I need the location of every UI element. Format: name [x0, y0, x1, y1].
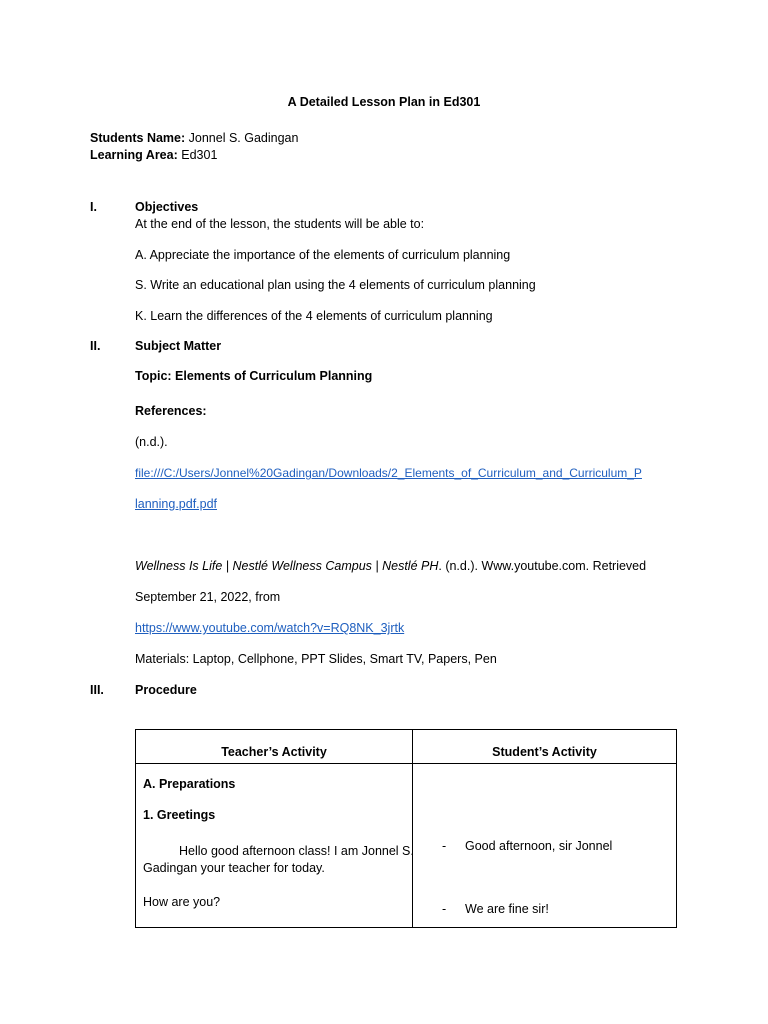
reference-video-link[interactable]: https://www.youtube.com/watch?v=RQ8NK_3jrtk: [135, 621, 405, 635]
teacher-greeting-line: Hello good afternoon class! I am Jonnel S.: [179, 844, 414, 858]
table-header-teacher: Teacher’s Activity: [221, 745, 327, 759]
activity-table: [135, 729, 677, 928]
student-reply: Good afternoon, sir Jonnel: [465, 839, 613, 853]
references-label: References:: [135, 404, 207, 418]
topic-line: Topic: Elements of Curriculum Planning: [135, 369, 373, 383]
learning-area-value: Ed301: [181, 148, 218, 162]
section-number-objectives: I.: [90, 200, 97, 214]
reference-video-title: Wellness Is Life | Nestlé Wellness Campus | Nestlé PH: [135, 559, 439, 573]
student-name-value: Jonnel S. Gadingan: [188, 131, 299, 145]
teacher-preparations: A. Preparations: [143, 777, 236, 791]
section-number-subject: II.: [90, 339, 101, 353]
table-header-divider: [136, 763, 676, 764]
student-reply-dash: -: [442, 839, 447, 853]
reference-video-date: September 21, 2022, from: [135, 590, 281, 604]
student-reply: We are fine sir!: [465, 902, 549, 916]
objectives-heading: Objectives: [135, 200, 199, 214]
objective-item: K. Learn the differences of the 4 elements of curriculum planning: [135, 309, 493, 323]
materials-line: Materials: Laptop, Cellphone, PPT Slides, Smart TV, Papers, Pen: [135, 652, 497, 666]
objective-item: S. Write an educational plan using the 4 elements of curriculum planning: [135, 278, 536, 292]
teacher-question: How are you?: [143, 895, 221, 909]
procedure-heading: Procedure: [135, 683, 197, 697]
reference-nd: (n.d.).: [135, 435, 168, 449]
table-header-student: Student’s Activity: [492, 745, 597, 759]
reference-video-line: [135, 558, 646, 574]
teacher-greeting-line: Gadingan your teacher for today.: [143, 861, 325, 875]
reference-file-link[interactable]: file:///C:/Users/Jonnel%20Gadingan/Downloads/2_Elements_of_Curriculum_and_Curriculum_P: [135, 466, 642, 480]
objectives-intro: At the end of the lesson, the students will be able to:: [135, 217, 425, 231]
objective-item: A. Appreciate the importance of the elements of curriculum planning: [135, 248, 511, 262]
section-number-procedure: III.: [90, 683, 104, 697]
teacher-greetings: 1. Greetings: [143, 808, 216, 822]
learning-area-line: [90, 147, 217, 163]
reference-video-source: . (n.d.). Www.youtube.com. Retrieved: [438, 559, 647, 573]
student-name-label: Students Name:: [90, 131, 186, 145]
learning-area-label: Learning Area:: [90, 148, 178, 162]
student-name-line: [90, 130, 298, 146]
document-title: A Detailed Lesson Plan in Ed301: [287, 95, 481, 109]
student-reply-dash: -: [442, 902, 447, 916]
subject-heading: Subject Matter: [135, 339, 222, 353]
reference-file-link-continued[interactable]: lanning.pdf.pdf: [135, 497, 218, 511]
